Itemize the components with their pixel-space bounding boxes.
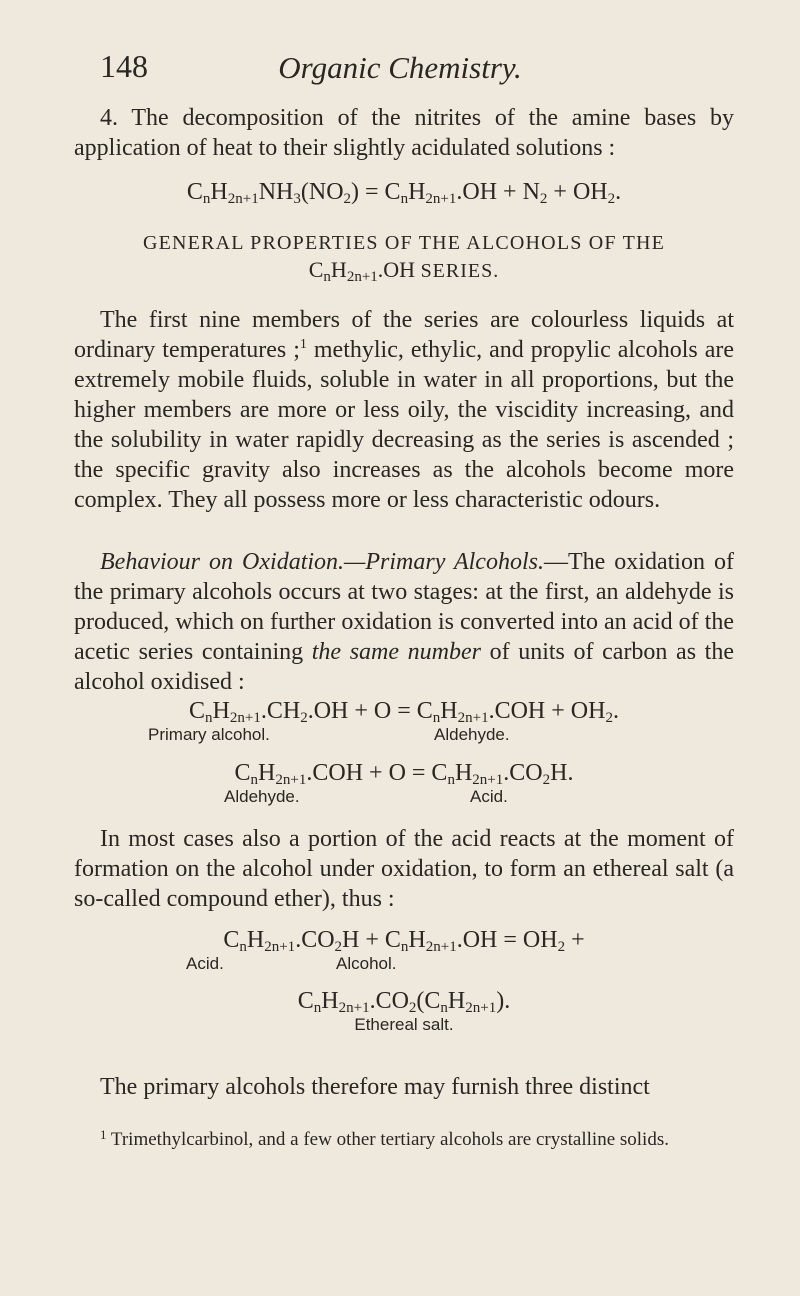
equation-3-label-acid: Acid. [186,954,224,973]
equation-1-formula: $C_nH_{2n+1}.CH_2.OH + O = C_nH_{2n+1}.COH + OH_2$. [189,698,619,726]
footnote [74,1122,734,1153]
oxidation-emphasis: the same number [311,639,481,665]
equation-primary-oxidation [74,698,734,745]
footnote-text: Trimethylcarbinol, and a few other tertiary alcohols are crystalline solids. [110,1129,669,1150]
equation-1-label-primary-alcohol: Primary alcohol. [148,725,270,744]
oxidation-text-a: —The oxidation of the primary alcohols occurs at two stages: at the first, an aldehyde is produced, which on further oxidation is converted into an acid of the acetic series containing [74,549,734,665]
paragraph-ethereal-salt [74,824,734,914]
section-heading-line1: GENERAL PROPERTIES OF THE ALCOHOLS OF THE [142,232,666,254]
oxidation-text-b: of units of carbon as the alcohol oxidised : [74,639,734,695]
equation-2-formula: $C_nH_{2n+1}.COH + O = C_nH_{2n+1}.CO_2H$. [234,760,574,788]
paragraph-ethereal-salt-text: In most cases also a portion of the acid reacts at the moment of formation on the alcohol under oxidation, to form an ethereal salt (a so-called compound ether), thus : [74,826,734,912]
equation-3-formula: $C_nH_{2n+1}.CO_2H + C_nH_{2n+1}.OH = OH_2$ + [223,927,585,955]
equation-2-label-acid: Acid. [470,787,508,806]
equation-3-label-alcohol: Alcohol. [336,954,397,973]
paragraph-oxidation [74,547,734,697]
equation-esterification [74,927,734,1035]
equation-3-label-ethereal-salt: Ethereal salt. [354,1015,454,1034]
footnote-mark: 1 [100,1127,107,1142]
equation-nitrite-decomposition: $C_nH_{2n+1}NH_3(NO_2) = C_nH_{2n+1}.OH + N_2 + OH_2$. [186,179,622,207]
paragraph-closing [74,1072,734,1102]
paragraph-closing-text: The primary alcohols therefore may furnish three distinct [100,1074,650,1100]
paragraph-properties-text-a: The first nine members of the series are colourless liquids at ordinary temperatures ; [74,307,734,363]
section-heading [74,232,734,283]
item-4 [74,103,734,206]
running-title: Organic Chemistry. [278,50,522,85]
footnote-reference: 1 [299,337,307,352]
equation-3-formula-continued: $C_nH_{2n+1}.CO_2(C_nH_{2n+1})$. [297,988,511,1016]
page-header [0,48,800,88]
equation-1-label-aldehyde: Aldehyde. [434,725,510,744]
paragraph-properties-text-b: methylic, ethylic, and propylic alcohols are extremely mobile fluids, soluble in water in all proportions, but the higher members are more or less oily, the viscidity increasing, and the solubility in water rapidly decreasing as the series is ascended ; the specific gravity also increases as the alcohols become more complex. They all possess more or less characteristic odours. [74,337,734,513]
paragraph-properties [74,305,734,515]
equation-2-label-aldehyde: Aldehyde. [224,787,300,806]
page-number: 148 [100,48,148,84]
equation-aldehyde-oxidation [74,760,734,807]
section-heading-line2: $C_nH_{2n+1}.OH$ SERIES. [308,257,500,285]
item-4-text: 4. The decomposition of the nitrites of the amine bases by application of heat to their slightly acidulated solutions : [74,105,734,161]
oxidation-subheading: Behaviour on Oxidation.—Primary Alcohols. [100,549,544,575]
